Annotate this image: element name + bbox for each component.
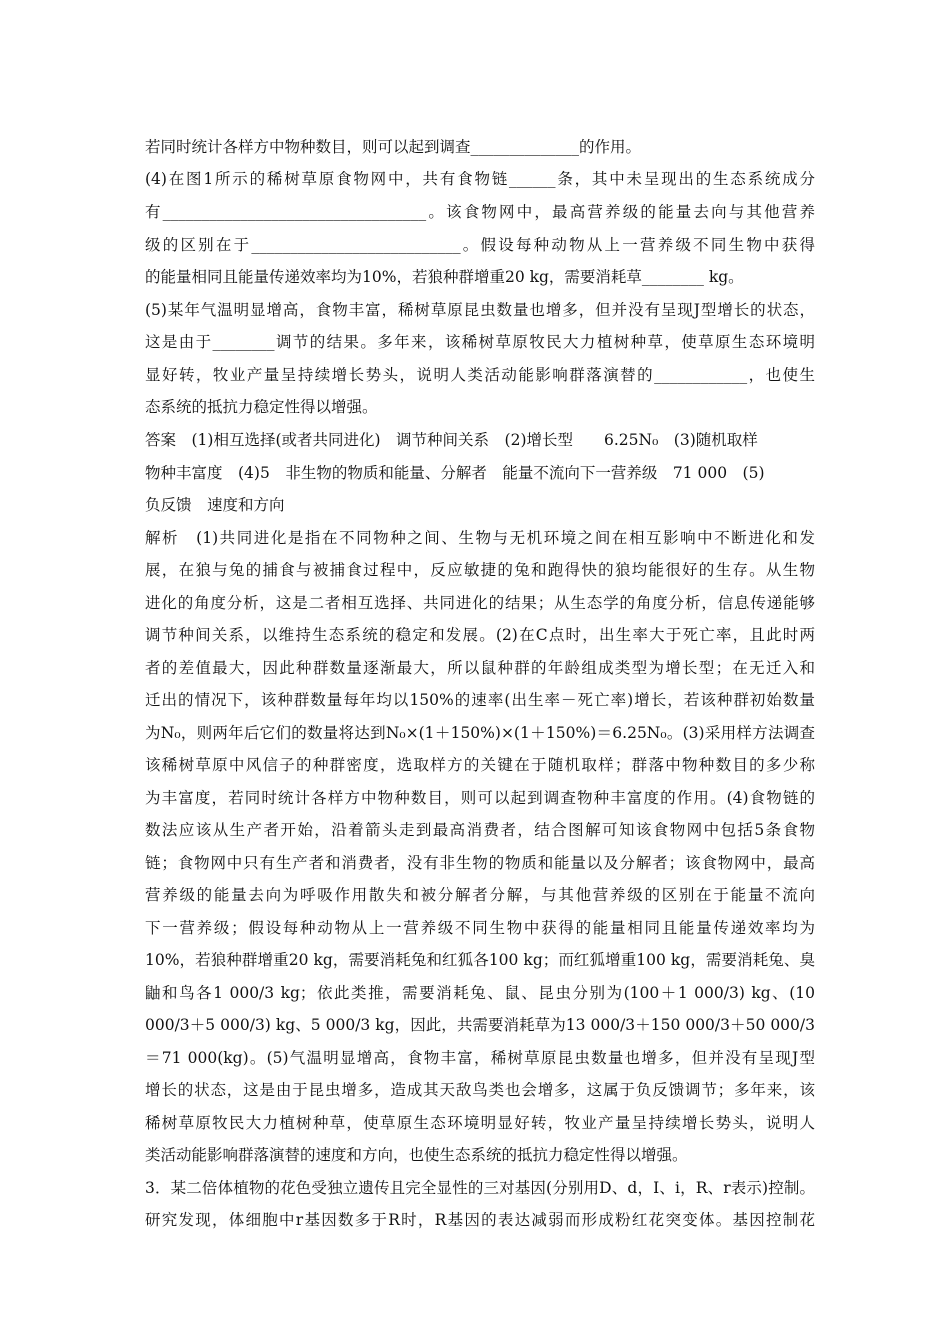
answer-line: 答案 (1)相互选择(或者共同进化) 调节种间关系 (2)增长型 6.25N₀ (3)随机取样 bbox=[145, 431, 758, 449]
analysis-line: 展，在狼与兔的捕食与被捕食过程中，反应敏捷的兔和跑得快的狼均能很好的生存。从生物 bbox=[145, 561, 815, 579]
analysis-line: 解析 (1)共同进化是指在不同物种之间、生物与无机环境之间在相互影响中不断进化和发 bbox=[145, 529, 815, 547]
text-line: (4)在图1所示的稀树草原食物网中，共有食物链______条，其中未呈现出的生态系统成分 bbox=[145, 170, 815, 188]
analysis-line: 稀树草原牧民大力植树种草，使草原生态环境明显好转，牧业产量呈持续增长势头，说明人 bbox=[145, 1114, 815, 1132]
question-line: 3．某二倍体植物的花色受独立遗传且完全显性的三对基因(分别用D、d，I、i，R、r表示)控制。 bbox=[145, 1179, 815, 1197]
analysis-line: ＝71 000(kg)。(5)气温明显增高，食物丰富，稀树草原昆虫数量也增多，但并没有呈现J型 bbox=[145, 1049, 815, 1067]
text-line: 级的区别在于___________________________。假设每种动物从上一营养级不同生物中获得 bbox=[145, 236, 815, 254]
analysis-line: 下一营养级；假设每种动物从上一营养级不同生物中获得的能量相同且能量传递效率均为 bbox=[145, 919, 815, 937]
analysis-line: 调节种间关系，以维持生态系统的稳定和发展。(2)在C点时，出生率大于死亡率，且此时两 bbox=[145, 626, 815, 644]
analysis-line: 为丰富度，若同时统计各样方中物种数目，则可以起到调查物种丰富度的作用。(4)食物链的 bbox=[145, 789, 815, 807]
text-line: 若同时统计各样方中物种数目，则可以起到调查______________的作用。 bbox=[145, 138, 642, 156]
analysis-line: 鼬和鸟各1 000/3 kg；依此类推，需要消耗兔、鼠、昆虫分别为(100＋1 000/3) kg、(10 bbox=[145, 984, 815, 1002]
text-line: 显好转，牧业产量呈持续增长势头，说明人类活动能影响群落演替的____________，也使生 bbox=[145, 366, 815, 384]
answer-line: 物种丰富度 (4)5 非生物的物质和能量、分解者 能量不流向下一营养级 71 000 (5) bbox=[145, 464, 765, 482]
text-line: (5)某年气温明显增高，食物丰富，稀树草原昆虫数量也增多，但并没有呈现J型增长的状态， bbox=[145, 301, 815, 319]
analysis-line: 营养级的能量去向为呼吸作用散失和被分解者分解，与其他营养级的区别在于能量不流向 bbox=[145, 886, 815, 904]
analysis-line: 数法应该从生产者开始，沿着箭头走到最高消费者，结合图解可知该食物网中包括5条食物 bbox=[145, 821, 815, 839]
question-line: 研究发现，体细胞中r基因数多于R时，R基因的表达减弱而形成粉红花突变体。基因控制花 bbox=[145, 1211, 815, 1229]
analysis-line: 000/3＋5 000/3) kg、5 000/3 kg，因此，共需要消耗草为13 000/3＋150 000/3＋50 000/3 bbox=[145, 1016, 815, 1034]
analysis-line: 者的差值最大，因此种群数量逐渐最大，所以鼠种群的年龄组成类型为增长型；在无迁入和 bbox=[145, 659, 815, 677]
analysis-line: 类活动能影响群落演替的速度和方向，也使生态系统的抵抗力稳定性得以增强。 bbox=[145, 1146, 688, 1164]
analysis-line: 迁出的情况下，该种群数量每年均以150%的速率(出生率－死亡率)增长，若该种群初始数量 bbox=[145, 691, 815, 709]
text-line: 有__________________________________。该食物网中，最高营养级的能量去向与其他营养 bbox=[145, 203, 815, 221]
analysis-line: 增长的状态，这是由于昆虫增多，造成其天敌鸟类也会增多，这属于负反馈调节；多年来，该 bbox=[145, 1081, 815, 1099]
analysis-line: 链；食物网中只有生产者和消费者，没有非生物的物质和能量以及分解者；该食物网中，最高 bbox=[145, 854, 815, 872]
answer-line: 负反馈 速度和方向 bbox=[145, 496, 285, 514]
analysis-line: 该稀树草原中风信子的种群密度，选取样方的关键在于随机取样；群落中物种数目的多少称 bbox=[145, 756, 815, 774]
text-line: 态系统的抵抗力稳定性得以增强。 bbox=[145, 398, 378, 416]
text-line: 这是由于________调节的结果。多年来，该稀树草原牧民大力植树种草，使草原生态环境明 bbox=[145, 333, 815, 351]
analysis-line: 10%，若狼种群增重20 kg，需要消耗兔和红狐各100 kg；而红狐增重100 kg，需要消耗兔、臭 bbox=[145, 951, 815, 969]
analysis-line: 进化的角度分析，这是二者相互选择、共同进化的结果；从生态学的角度分析，信息传递能够 bbox=[145, 594, 815, 612]
text-line: 的能量相同且能量传递效率均为10%，若狼种群增重20 kg，需要消耗草________ kg。 bbox=[145, 268, 744, 286]
analysis-line: 为N₀，则两年后它们的数量将达到N₀×(1＋150%)×(1＋150%)＝6.25N₀。(3)采用样方法调查 bbox=[145, 724, 815, 742]
